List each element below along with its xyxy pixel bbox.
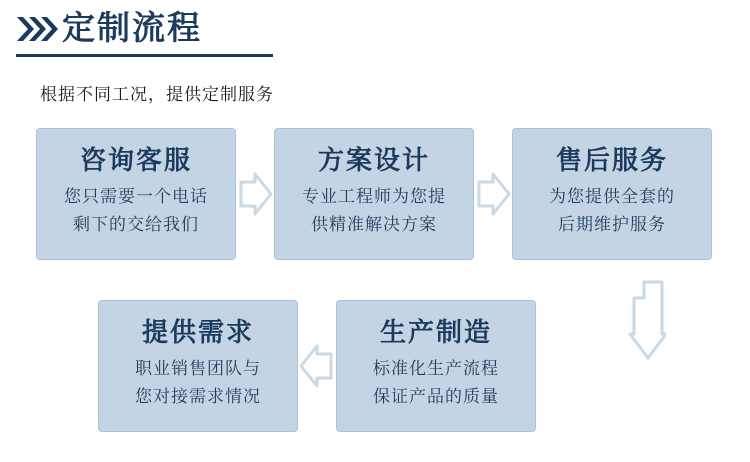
double-chevron-right-icon	[16, 14, 58, 44]
step-description	[337, 355, 535, 411]
step-description	[275, 183, 473, 239]
step-title: 生产制造	[379, 317, 492, 347]
title-underline	[16, 54, 273, 57]
step-description	[99, 355, 297, 411]
step-description-line: 后期维护服务	[558, 215, 666, 234]
step-description-line: 标准化生产流程	[373, 359, 499, 378]
step-title: 售后服务	[555, 145, 668, 175]
step-title: 提供需求	[141, 317, 254, 347]
page-title: 定制流程	[62, 9, 202, 46]
step-description-line: 您只需要一个电话	[64, 187, 208, 206]
chevron-left-arrow-icon	[298, 342, 334, 390]
page-subtitle: 根据不同工况，提供定制服务	[40, 85, 274, 104]
step-title: 方案设计	[317, 145, 430, 175]
chevron-right-arrow-icon	[238, 170, 274, 218]
step-description-line: 供精准解决方案	[311, 215, 437, 234]
chevron-right-arrow-icon	[476, 170, 512, 218]
step-title: 咨询客服	[79, 145, 192, 175]
step-description-line: 您对接需求情况	[135, 387, 261, 406]
flow-step-design	[274, 128, 474, 260]
step-description-line: 专业工程师为您提	[302, 187, 446, 206]
page-header	[0, 0, 750, 62]
step-description-line: 职业销售团队与	[135, 359, 261, 378]
step-description-line: 为您提供全套的	[549, 187, 675, 206]
flow-step-after-sales	[512, 128, 712, 260]
curved-down-left-arrow-icon	[600, 278, 666, 376]
step-description	[37, 183, 235, 239]
step-description-line: 剩下的交给我们	[73, 215, 199, 234]
flow-step-requirements	[98, 300, 298, 432]
step-description	[513, 183, 711, 239]
step-description-line: 保证产品的质量	[373, 387, 499, 406]
flow-step-manufacture	[336, 300, 536, 432]
flow-step-consult	[36, 128, 236, 260]
